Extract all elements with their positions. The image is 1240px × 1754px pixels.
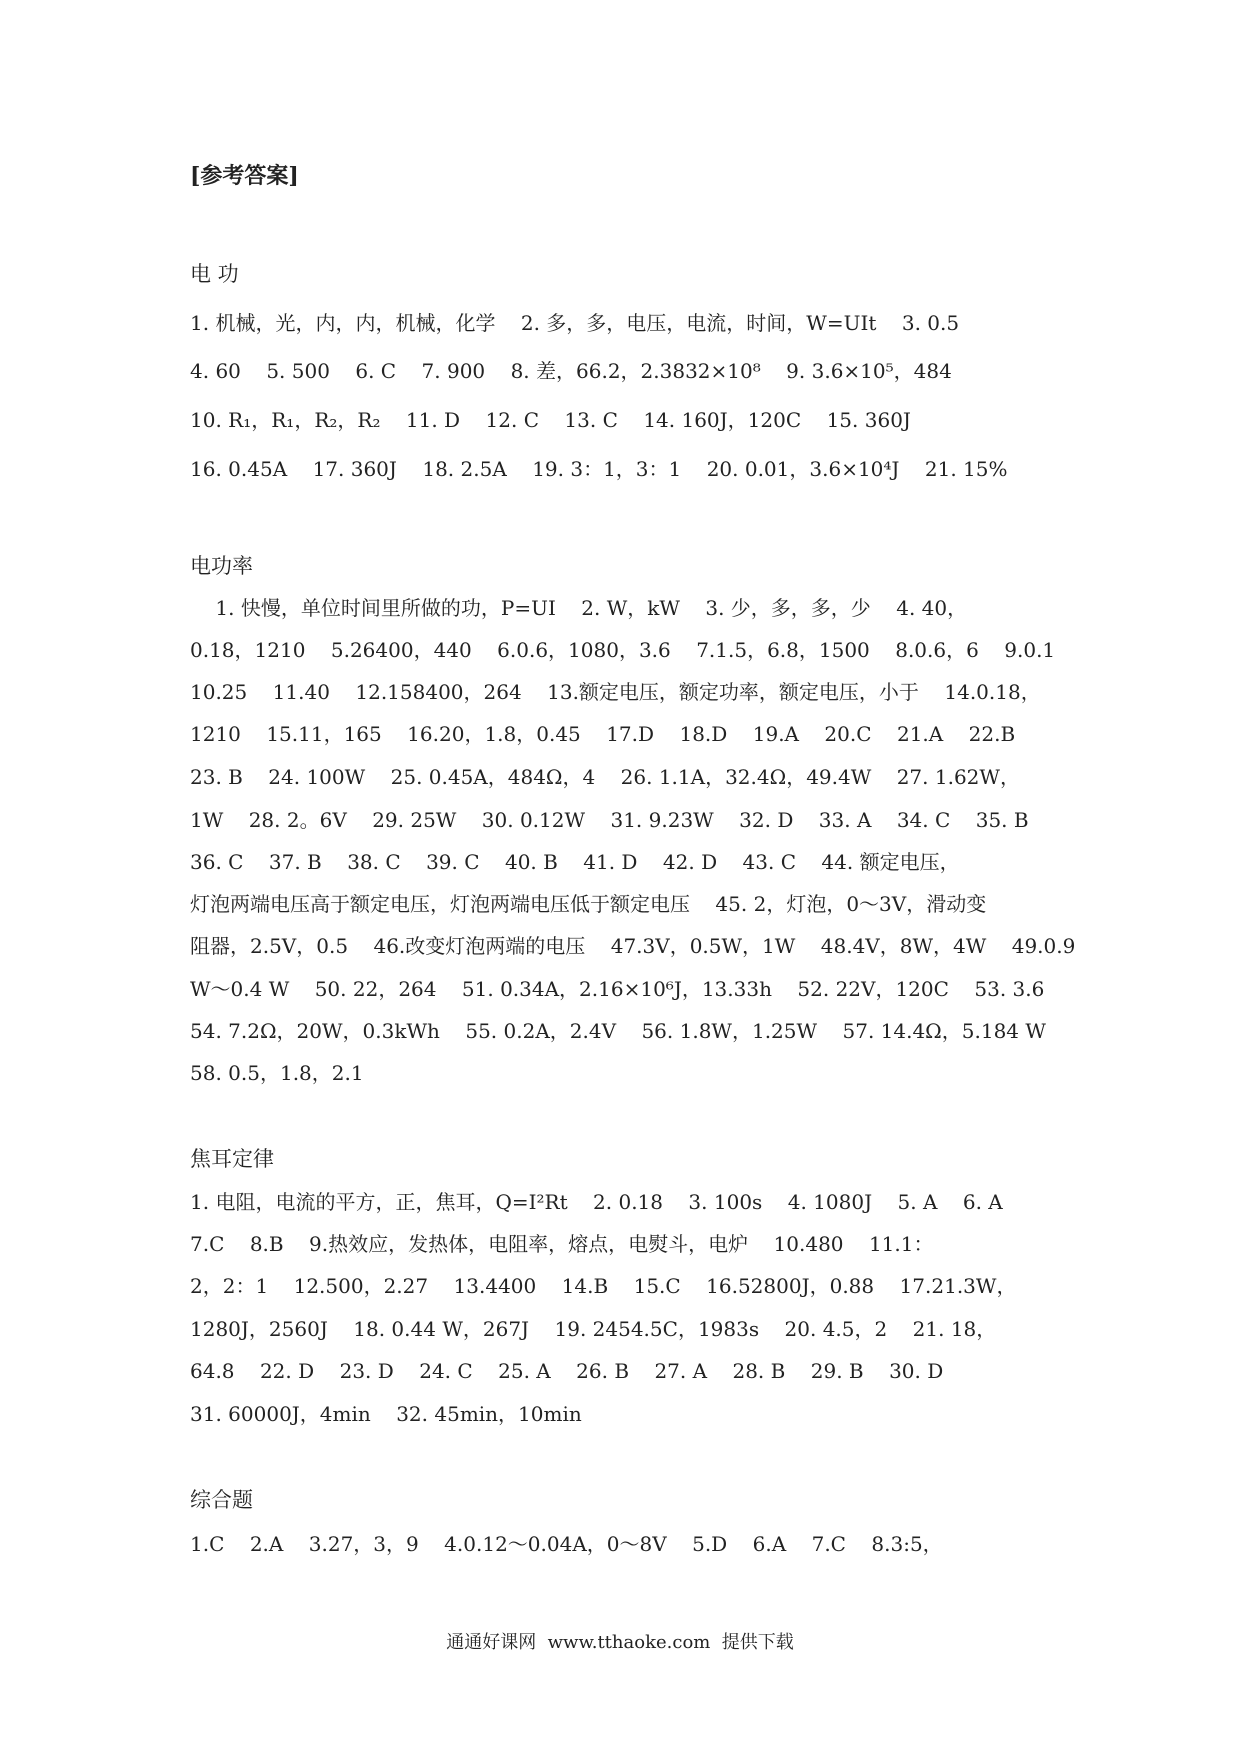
answer-line: 16. 0.45A 17. 360J 18. 2.5A 19. 3：1，3：1 20. 0.01，3.6×10⁴J 21. 15% [190,457,1008,481]
answer-line: W～0.4 W 50. 22，264 51. 0.34A，2.16×10⁶J，13.33h 52. 22V，120C 53. 3.6 [190,977,1045,1001]
answer-line: 23. B 24. 100W 25. 0.45A，484Ω，4 26. 1.1A，32.4Ω，49.4W 27. 1.62W， [190,765,1020,789]
answer-line: 10.25 11.40 12.158400，264 13.额定电压，额定功率，额定电压，小于 14.0.18， [190,680,1041,704]
answer-line: 1.C 2.A 3.27，3，9 4.0.12～0.04A，0～8V 5.D 6.A 7.C 8.3:5， [190,1532,943,1556]
answer-line: 58. 0.5，1.8，2.1 [190,1061,364,1085]
answer-line: 1. 电阻，电流的平方，正，焦耳，Q=I²Rt 2. 0.18 3. 100s 4. 1080J 5. A 6. A [190,1190,1003,1214]
section-heading-comprehensive: 综合题 [190,1488,253,1512]
answer-line: 1. 快慢，单位时间里所做的功，P=UI 2. W，kW 3. 少，多，多，少 4. 40， [190,596,968,620]
answer-line: 10. R₁，R₁，R₂，R₂ 11. D 12. C 13. C 14. 160J，120C 15. 360J [190,408,911,432]
answer-line: 2，2：1 12.500，2.27 13.4400 14.B 15.C 16.52800J，0.88 17.21.3W， [190,1274,1017,1298]
answer-line: 灯泡两端电压高于额定电压，灯泡两端电压低于额定电压 45. 2，灯泡，0～3V，滑动变 [190,892,987,916]
page-footer: 通通好课网 www.tthaoke.com 提供下载 [446,1632,794,1653]
section-heading-electric-work: 电 功 [190,262,239,286]
document-title: [参考答案] [190,163,299,189]
section-heading-electric-power: 电功率 [190,554,253,578]
answer-line: 7.C 8.B 9.热效应，发热体，电阻率，熔点，电熨斗，电炉 10.480 11.1： [190,1232,934,1256]
answer-line: 31. 60000J，4min 32. 45min，10min [190,1402,582,1426]
answer-line: 54. 7.2Ω，20W，0.3kWh 55. 0.2A，2.4V 56. 1.8W，1.25W 57. 14.4Ω，5.184 W [190,1019,1046,1043]
section-heading-joule-law: 焦耳定律 [190,1147,274,1171]
answer-line: 1210 15.11，165 16.20，1.8，0.45 17.D 18.D 19.A 20.C 21.A 22.B [190,722,1016,746]
answer-line: 4. 60 5. 500 6. C 7. 900 8. 差，66.2，2.3832×10⁸ 9. 3.6×10⁵，484 [190,359,952,383]
answer-line: 36. C 37. B 38. C 39. C 40. B 41. D 42. D 43. C 44. 额定电压， [190,850,960,874]
answer-line: 1280J，2560J 18. 0.44 W，267J 19. 2454.5C，1983s 20. 4.5，2 21. 18， [190,1317,997,1341]
answer-line: 阻器，2.5V，0.5 46.改变灯泡两端的电压 47.3V，0.5W，1W 48.4V，8W，4W 49.0.9 [190,934,1076,958]
answer-line: 64.8 22. D 23. D 24. C 25. A 26. B 27. A 28. B 29. B 30. D [190,1359,944,1383]
answer-line: 0.18，1210 5.26400，440 6.0.6，1080，3.6 7.1.5，6.8，1500 8.0.6，6 9.0.1 [190,638,1056,662]
answer-line: 1W 28. 2。6V 29. 25W 30. 0.12W 31. 9.23W 32. D 33. A 34. C 35. B [190,808,1029,832]
answer-line: 1. 机械，光，内，内，机械，化学 2. 多，多，电压，电流，时间，W=UIt 3. 0.5 [190,311,960,335]
